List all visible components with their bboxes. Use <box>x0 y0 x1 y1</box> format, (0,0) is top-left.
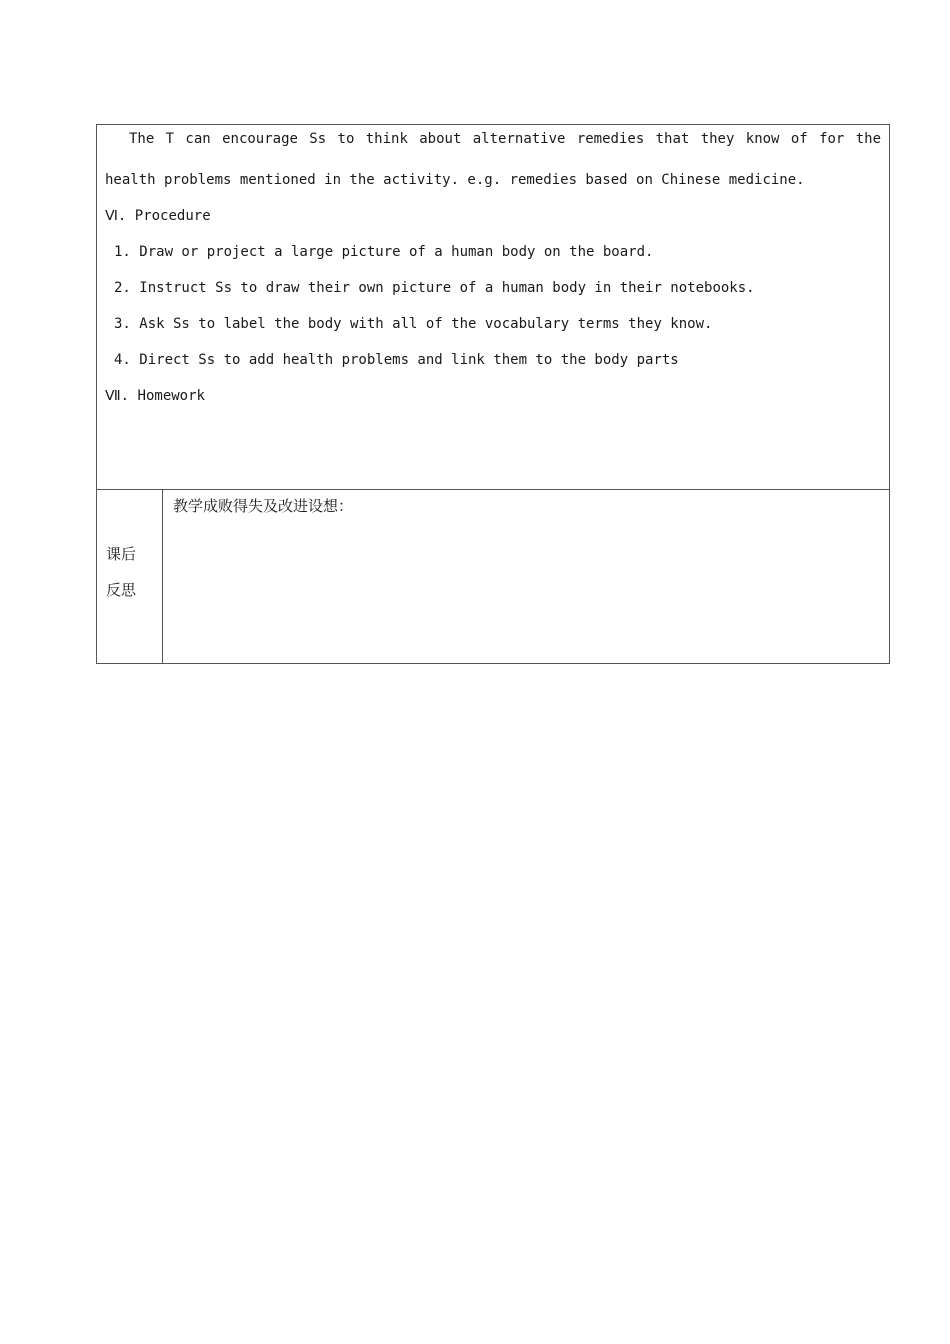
reflection-label-cell <box>97 490 163 663</box>
section-homework-heading: Ⅶ. Homework <box>105 388 205 404</box>
intro-paragraph-line2: health problems mentioned in the activity. e.g. remedies based on Chinese medicine. <box>105 172 805 188</box>
reflection-label-line2: 反思 <box>106 581 137 599</box>
reflection-prompt: 教学成败得失及改进设想： <box>173 497 354 515</box>
section-procedure-heading: Ⅵ. Procedure <box>105 208 211 224</box>
procedure-step: 2. Instruct Ss to draw their own picture of a human body in their notebooks. <box>114 280 755 296</box>
procedure-step: 1. Draw or project a large picture of a human body on the board. <box>114 244 654 260</box>
reflection-label-line1: 课后 <box>106 545 137 563</box>
procedure-cell <box>97 125 889 490</box>
procedure-step: 3. Ask Ss to label the body with all of the vocabulary terms they know. <box>114 316 713 332</box>
lesson-plan-table <box>96 124 890 664</box>
procedure-step: 4. Direct Ss to add health problems and link them to the body parts <box>114 352 679 368</box>
reflection-row <box>97 490 889 663</box>
intro-paragraph-line1: The T can encourage Ss to think about alternative remedies that they know of for the <box>129 131 881 147</box>
